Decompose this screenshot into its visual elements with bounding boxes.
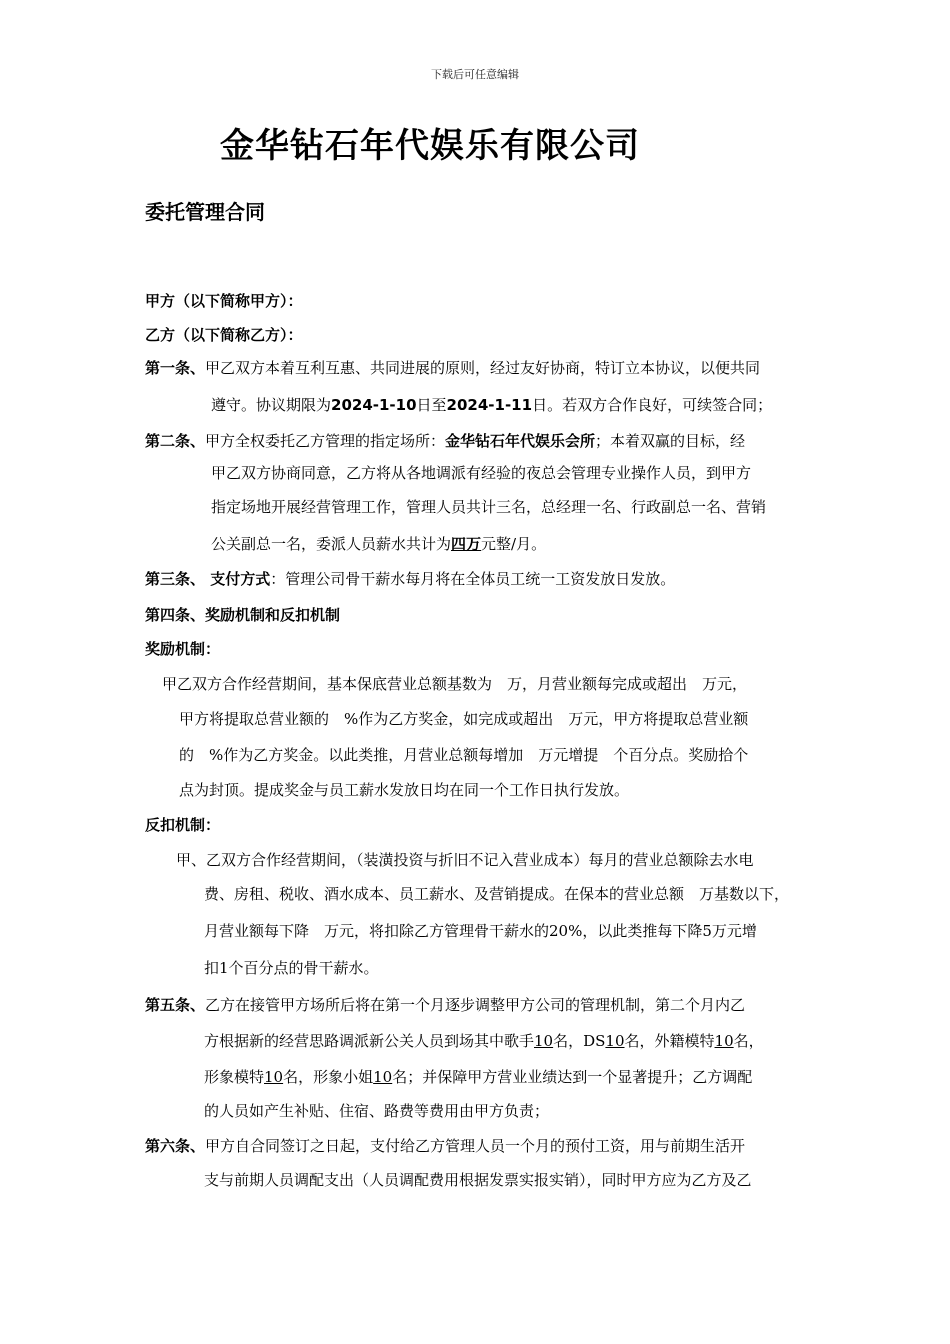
article-2-line-3: 指定场地开展经营管理工作，管理人员共计三名，总经理一名、行政副总一名、营销 [211,498,767,516]
article-5-line-1: 第五条、乙方在接管甲方场所后将在第一个月逐步调整甲方公司的管理机制，第二个月内乙 [145,996,746,1014]
header-note: 下载后可任意编辑 [431,68,519,81]
party-a: 甲方（以下简称甲方）： [145,292,303,310]
article-3-line: 第三条、 支付方式：管理公司骨干薪水每月将在全体员工统一工资发放日发放。 [145,570,676,588]
article-2-line-4: 公关副总一名，委派人员薪水共计为四万元整/月。 [211,535,547,553]
salary-amount: 四万 [451,535,482,553]
article-5-line-3: 形象模特10名，形象小姐10名；并保障甲方营业业绩达到一个显著提升；乙方调配 [204,1068,753,1086]
reward-mechanism-title: 奖励机制： [145,640,221,658]
reward-line-1: 甲乙双方合作经营期间，基本保底营业总额基数为 万，月营业额每完成或超出 万元， [162,675,748,693]
deduction-mechanism-title: 反扣机制： [145,816,221,834]
document-title: 委托管理合同 [145,200,265,224]
article-2-line-2: 甲乙双方协商同意，乙方将从各地调派有经验的夜总会管理专业操作人员，到甲方 [211,464,752,482]
article-6-line-1: 第六条、甲方自合同签订之日起，支付给乙方管理人员一个月的预付工资，用与前期生活开 [145,1137,746,1155]
article-5-line-4: 的人员如产生补贴、住宿、路费等费用由甲方负责； [204,1102,550,1120]
image-model-count: 10 [264,1068,284,1086]
deduction-line-4: 扣1个百分点的骨干薪水。 [204,959,379,977]
article-3-label: 第三条、 支付方式 [145,570,271,588]
article-2-line-1: 第二条、甲方全权委托乙方管理的指定场所：金华钻石年代娱乐会所；本着双赢的目标，经 [145,432,746,450]
venue-name: 金华钻石年代娱乐会所 [445,432,596,450]
reward-line-2: 甲方将提取总营业额的 %作为乙方奖金，如完成或超出 万元，甲方将提取总营业额 [179,710,749,728]
article-1-line-1: 第一条、甲乙双方本着互利互惠、共同进展的原则，经过友好协商，特订立本协议，以便共同 [145,359,761,377]
article-2-label: 第二条、 [145,432,206,450]
company-name: 金华钻石年代娱乐有限公司 [220,126,640,166]
deduction-line-2: 费、房租、税收、酒水成本、员工薪水、及营销提成。在保本的营业总额 万基数以下， [204,885,790,903]
article-1-line-2: 遵守。协议期限为2024-1-10日至2024-1-11日。若双方合作良好，可续签合同； [211,396,773,414]
article-4-title: 第四条、奖励机制和反扣机制 [145,606,341,624]
deduction-line-3: 月营业额每下降 万元，将扣除乙方管理骨干薪水的20%，以此类推每下降5万元增 [204,922,757,940]
ds-count: 10 [605,1032,625,1050]
article-1-label: 第一条、 [145,359,206,377]
article-5-label: 第五条、 [145,996,206,1014]
article-6-line-2: 支与前期人员调配支出（人员调配费用根据发票实报实销），同时甲方应为乙方及乙 [204,1171,752,1189]
date-end: 2024-1-11 [446,396,533,414]
date-start: 2024-1-10 [331,396,417,414]
singer-count: 10 [534,1032,554,1050]
party-b: 乙方（以下简称乙方）： [145,326,303,344]
image-miss-count: 10 [373,1068,393,1086]
reward-line-4: 点为封顶。提成奖金与员工薪水发放日均在同一个工作日执行发放。 [179,781,630,799]
article-6-label: 第六条、 [145,1137,206,1155]
reward-line-3: 的 %作为乙方奖金。以此类推，月营业总额每增加 万元增提 个百分点。奖励拾个 [179,746,749,764]
deduction-line-1: 甲、乙双方合作经营期间，（装潢投资与折旧不记入营业成本）每月的营业总额除去水电 [176,851,754,869]
article-5-line-2: 方根据新的经营思路调派新公关人员到场其中歌手10名，DS10名，外籍模特10名， [204,1032,764,1050]
foreign-model-count: 10 [714,1032,734,1050]
